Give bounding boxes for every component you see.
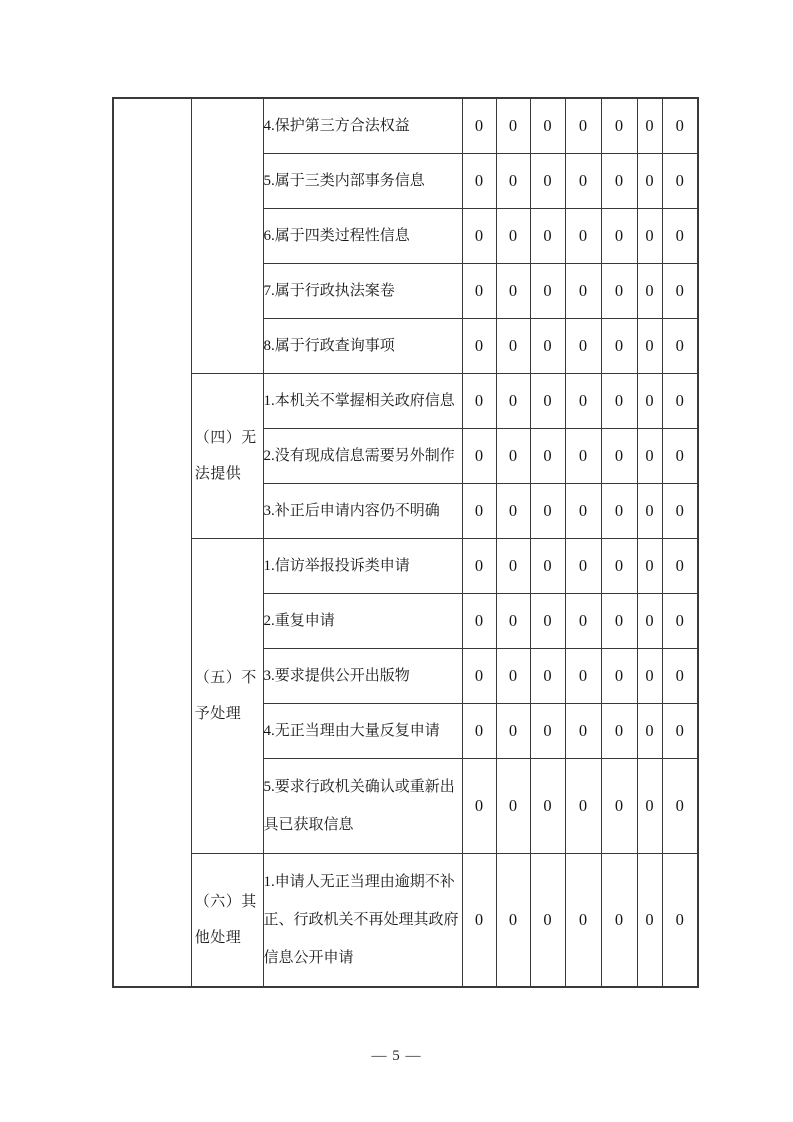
table-row: [113, 373, 698, 428]
row-desc: [263, 428, 462, 483]
row-desc: [263, 98, 462, 153]
row-value: 0: [565, 853, 601, 987]
row-desc: [263, 263, 462, 318]
row-desc-text: 3.补正后申请内容仍不明确: [263, 502, 440, 519]
section-label-text: （五）不予处理: [194, 669, 257, 722]
row-desc-text: 1.信访举报投诉类申请: [263, 557, 410, 574]
table-cell-empty-section-continuation: [191, 98, 263, 373]
row-desc: [263, 153, 462, 208]
row-value: 0: [462, 153, 496, 208]
row-value: 0: [530, 538, 565, 593]
row-value: 0: [637, 593, 662, 648]
row-value: 0: [496, 703, 530, 758]
table-row: [113, 853, 698, 987]
row-value: 0: [462, 373, 496, 428]
row-value: 0: [496, 153, 530, 208]
row-desc: [263, 483, 462, 538]
page-number: — 5 —: [371, 1048, 422, 1064]
row-value: 0: [462, 648, 496, 703]
row-desc-text: 5.属于三类内部事务信息: [263, 172, 425, 189]
row-value: 0: [601, 648, 637, 703]
row-value: 0: [530, 153, 565, 208]
row-value: 0: [496, 758, 530, 853]
row-value: 0: [496, 373, 530, 428]
row-value: 0: [637, 208, 662, 263]
row-value: 0: [530, 428, 565, 483]
row-value: 0: [662, 208, 698, 263]
row-value: 0: [496, 318, 530, 373]
row-value: 0: [565, 318, 601, 373]
row-value: 0: [662, 263, 698, 318]
row-value: 0: [601, 428, 637, 483]
row-value: 0: [601, 483, 637, 538]
row-desc-text: 2.重复申请: [263, 612, 335, 629]
row-value: 0: [530, 98, 565, 153]
row-value: 0: [496, 538, 530, 593]
row-value: 0: [496, 208, 530, 263]
row-value: 0: [601, 758, 637, 853]
row-value: 0: [637, 648, 662, 703]
row-value: 0: [637, 373, 662, 428]
row-value: 0: [530, 758, 565, 853]
row-value: 0: [637, 538, 662, 593]
row-desc-text: 1.本机关不掌握相关政府信息: [263, 392, 455, 409]
section-label-five: [191, 538, 263, 853]
row-desc-text: 5.要求行政机关确认或重新出具已获取信息: [263, 778, 455, 833]
row-value: 0: [601, 208, 637, 263]
row-value: 0: [462, 483, 496, 538]
row-value: 0: [637, 428, 662, 483]
row-desc-text: 4.无正当理由大量反复申请: [263, 722, 440, 739]
row-value: 0: [462, 758, 496, 853]
row-desc: [263, 648, 462, 703]
row-desc: [263, 593, 462, 648]
row-desc: [263, 373, 462, 428]
row-value: 0: [530, 703, 565, 758]
row-value: 0: [662, 538, 698, 593]
row-value: 0: [601, 98, 637, 153]
row-value: 0: [496, 263, 530, 318]
row-value: 0: [601, 318, 637, 373]
row-value: 0: [565, 703, 601, 758]
row-value: 0: [565, 98, 601, 153]
row-value: 0: [462, 98, 496, 153]
row-value: 0: [601, 593, 637, 648]
row-desc: [263, 853, 462, 987]
row-value: 0: [565, 538, 601, 593]
row-value: 0: [565, 208, 601, 263]
row-value: 0: [565, 648, 601, 703]
row-value: 0: [601, 538, 637, 593]
row-value: 0: [565, 428, 601, 483]
row-value: 0: [637, 483, 662, 538]
row-value: 0: [530, 373, 565, 428]
row-desc-text: 2.没有现成信息需要另外制作: [263, 447, 455, 464]
row-value: 0: [496, 483, 530, 538]
row-value: 0: [662, 483, 698, 538]
section-label-text: （六）其他处理: [194, 893, 257, 946]
row-value: 0: [462, 208, 496, 263]
row-value: 0: [662, 758, 698, 853]
row-value: 0: [662, 153, 698, 208]
row-value: 0: [462, 263, 496, 318]
row-value: 0: [496, 593, 530, 648]
row-value: 0: [637, 98, 662, 153]
row-desc-text: 1.申请人无正当理由逾期不补正、行政机关不再处理其政府信息公开申请: [263, 873, 459, 966]
row-value: 0: [601, 153, 637, 208]
table-cell-empty-continuation: [113, 98, 191, 987]
section-label-six: [191, 853, 263, 987]
row-value: 0: [530, 648, 565, 703]
row-value: 0: [565, 593, 601, 648]
row-value: 0: [565, 483, 601, 538]
row-value: 0: [601, 703, 637, 758]
row-value: 0: [662, 373, 698, 428]
row-value: 0: [530, 318, 565, 373]
row-desc: [263, 208, 462, 263]
row-value: 0: [601, 853, 637, 987]
row-value: 0: [462, 703, 496, 758]
row-value: 0: [637, 853, 662, 987]
row-value: 0: [462, 593, 496, 648]
row-desc: [263, 318, 462, 373]
row-value: 0: [637, 263, 662, 318]
row-desc-text: 7.属于行政执法案卷: [263, 282, 395, 299]
row-value: 0: [462, 428, 496, 483]
row-desc-text: 4.保护第三方合法权益: [263, 117, 410, 134]
table-row: [113, 98, 698, 153]
section-label-four: [191, 373, 263, 538]
row-desc: [263, 758, 462, 853]
row-value: 0: [530, 483, 565, 538]
row-value: 0: [662, 853, 698, 987]
row-desc-text: 8.属于行政查询事项: [263, 337, 395, 354]
row-value: 0: [462, 538, 496, 593]
row-desc-text: 3.要求提供公开出版物: [263, 667, 410, 684]
row-value: 0: [662, 428, 698, 483]
row-value: 0: [496, 428, 530, 483]
row-value: 0: [462, 853, 496, 987]
row-value: 0: [530, 263, 565, 318]
row-desc: [263, 538, 462, 593]
row-value: 0: [637, 703, 662, 758]
row-value: 0: [601, 263, 637, 318]
section-label-text: （四）无法提供: [194, 429, 257, 482]
row-value: 0: [662, 648, 698, 703]
row-value: 0: [565, 373, 601, 428]
row-value: 0: [662, 318, 698, 373]
row-value: 0: [462, 318, 496, 373]
row-desc: [263, 703, 462, 758]
row-value: 0: [601, 373, 637, 428]
row-value: 0: [565, 263, 601, 318]
row-value: 0: [637, 758, 662, 853]
row-value: 0: [565, 153, 601, 208]
table-row: [113, 538, 698, 593]
row-value: 0: [530, 853, 565, 987]
row-value: 0: [662, 703, 698, 758]
row-value: 0: [530, 208, 565, 263]
row-value: 0: [662, 593, 698, 648]
disclosure-table: [112, 97, 699, 988]
row-value: 0: [496, 853, 530, 987]
row-value: 0: [496, 648, 530, 703]
row-value: 0: [637, 318, 662, 373]
row-value: 0: [565, 758, 601, 853]
row-value: 0: [496, 98, 530, 153]
row-value: 0: [637, 153, 662, 208]
row-desc-text: 6.属于四类过程性信息: [263, 227, 410, 244]
row-value: 0: [662, 98, 698, 153]
row-value: 0: [530, 593, 565, 648]
